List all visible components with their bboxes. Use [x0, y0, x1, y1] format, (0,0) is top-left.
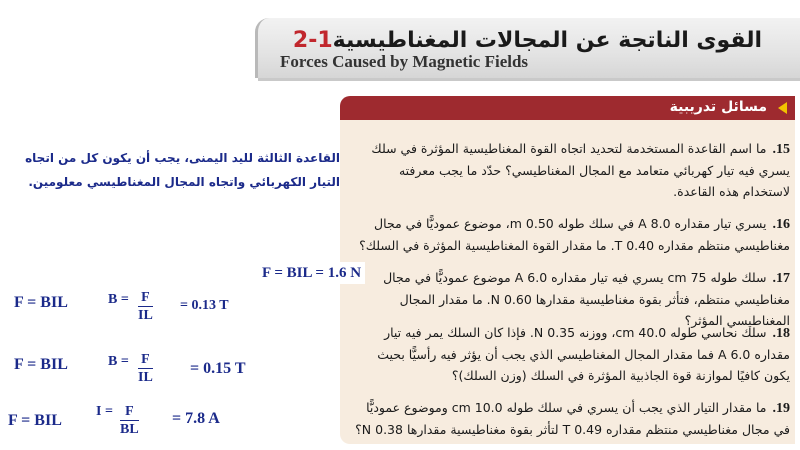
problem-number: 18. [772, 326, 790, 341]
problem-number: 16. [772, 217, 790, 232]
answer-17-fraction [138, 290, 153, 325]
problem-text: ما مقدار التيار الذي يجب أن يسري في سلك طوله 10.0 cm وموضوع عموديًّا في مجال مغناطيسي منتظم مقداره 0.49 T لتأثر بقوة مغناطيسية مقدارها 0.38 N؟ [355, 400, 790, 437]
answer-15-note: القاعدة الثالثة لليد اليمنى، يجب أن يكون كل من اتجاه التيار الكهربائي واتجاه المجال المغناطيسي معلومين. [25, 151, 340, 189]
answer-19-formula: F = BIL [8, 412, 62, 429]
problem-16 [350, 213, 790, 256]
fraction-denominator: IL [138, 370, 153, 385]
fraction-denominator: IL [138, 308, 153, 323]
section-title-arabic [287, 28, 762, 53]
problem-number: 17. [772, 271, 790, 286]
answer-17-result: = 0.13 T [180, 298, 229, 313]
problem-19 [350, 397, 790, 440]
problem-text: سلك طوله 75 cm يسري فيه تيار مقداره 6.0 A موضوع عموديًّا في مجال مغناطيسي منتظم، فتأثر بقوة مغناطيسية مقدارها 0.60 N. ما مقدار المجال المغناطيسي المؤثر؟ [383, 270, 790, 328]
answer-17-lhs: B = [108, 292, 129, 307]
problem-number: 15. [772, 142, 790, 157]
answer-19-fraction [120, 404, 139, 439]
fraction-numerator: F [120, 404, 139, 421]
section-title-english: Forces Caused by Magnetic Fields [280, 52, 529, 71]
triangle-arrow-icon [778, 102, 787, 114]
problem-18 [350, 322, 790, 386]
answer-18-result: = 0.15 T [190, 360, 246, 377]
answer-19-result: = 7.8 A [172, 410, 220, 427]
answer-18-fraction [138, 352, 153, 387]
problem-number: 19. [772, 401, 790, 416]
problem-text: يسري تيار مقداره 8.0 A في سلك طوله 0.50 m، موضوع عموديًّا في مجال مغناطيسي منتظم مقداره 0.40 T. ما مقدار القوة المغناطيسية المؤثرة في السلك؟ [359, 216, 790, 253]
problem-text: ما اسم القاعدة المستخدمة لتحديد اتجاه القوة المغناطيسية المؤثرة في سلك يسري فيه تيار كهربائي متعامد مع المجال المغناطيسي؟ حدّد ما يجب معرفته لاستخدام هذه القاعدة. [371, 141, 790, 199]
problem-text: سلك نحاسي طوله 40.0 cm، ووزنه 0.35 N. فإذا كان السلك يمر فيه تيار مقداره 6.0 A فما مقدار المجال المغناطيسي الذي يجب أن يؤثر فيه رأسيًّا بحيث يكون كافيًا لموازنة قوة الجاذبية المؤثرة في السلك (وزن السلك)؟ [377, 325, 790, 383]
section-title-text: القوى الناتجة عن المجالات المغناطيسية [332, 28, 762, 53]
answer-16: F = BIL = 1.6 N [258, 262, 365, 284]
answer-17-formula: F = BIL [14, 294, 68, 311]
fraction-numerator: F [138, 290, 153, 307]
section-number: 1-2 [292, 28, 333, 53]
fraction-numerator: F [138, 352, 153, 369]
problem-15 [350, 138, 790, 202]
answer-19-lhs: I = [96, 404, 113, 419]
answer-18-formula: F = BIL [14, 356, 68, 373]
fraction-denominator: BL [120, 422, 139, 437]
practice-problems-header [340, 96, 795, 120]
answer-18-lhs: B = [108, 354, 129, 369]
practice-problems-heading: مسائل تدريبية [669, 99, 767, 115]
